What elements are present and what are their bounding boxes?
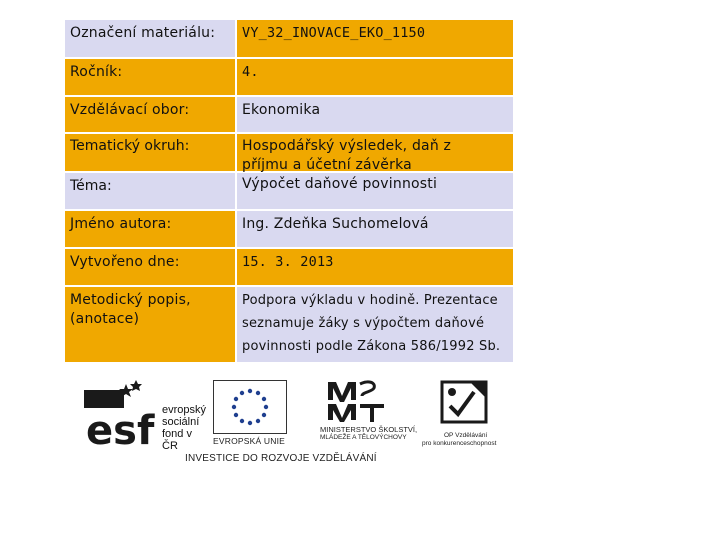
svg-text:esf: esf bbox=[86, 408, 155, 446]
op-line: pro konkurenceschopnost bbox=[422, 440, 497, 447]
value-cell: 15. 3. 2013 bbox=[237, 249, 513, 285]
value-line: seznamuje žáky s výpočtem daňové bbox=[242, 316, 485, 331]
topic-label: Tematický okruh: bbox=[70, 138, 190, 154]
label-cell: Vzdělávací obor: bbox=[65, 97, 235, 132]
esf-logo bbox=[84, 380, 209, 452]
table-row bbox=[65, 59, 513, 95]
table-row bbox=[65, 97, 513, 132]
investment-caption: INVESTICE DO ROZVOJE VZDĚLÁVÁNÍ bbox=[185, 453, 377, 464]
msmt-line: MINISTERSTVO ŠKOLSTVÍ, bbox=[320, 425, 418, 434]
eu-stars-icon bbox=[214, 381, 286, 433]
topic-value-line1: Hospodářský výsledek, daň z bbox=[242, 138, 452, 154]
eu-caption: EVROPSKÁ UNIE bbox=[213, 436, 286, 446]
op-logo bbox=[422, 380, 512, 447]
eu-logo bbox=[213, 380, 289, 444]
value-cell: VY_32_INOVACE_EKO_1150 bbox=[237, 20, 513, 57]
esf-line: sociální bbox=[162, 416, 200, 428]
label-line: (anotace) bbox=[70, 311, 140, 327]
value-line: povinnosti podle Zákona 586/1992 Sb. bbox=[242, 339, 501, 354]
table-row bbox=[65, 287, 513, 362]
esf-line: fond v ČR bbox=[162, 428, 192, 452]
table-row bbox=[65, 134, 513, 209]
label-cell: Označení materiálu: bbox=[65, 20, 235, 57]
op-line: OP Vzdělávání bbox=[444, 432, 488, 439]
table-row bbox=[65, 211, 513, 247]
theme-value: Výpočet daňové povinnosti bbox=[242, 176, 438, 192]
label-cell: Jméno autora: bbox=[65, 211, 235, 247]
label-cell bbox=[65, 287, 235, 362]
table-row bbox=[65, 20, 513, 57]
table-row bbox=[65, 249, 513, 285]
msmt-mark-icon bbox=[324, 378, 394, 422]
value-cell: Ekonomika bbox=[237, 97, 513, 132]
logo-strip bbox=[80, 378, 520, 468]
op-mark-icon bbox=[440, 380, 494, 428]
value-line: Podpora výkladu v hodině. Prezentace bbox=[242, 293, 498, 308]
msmt-line: MLÁDEŽE A TĚLOVÝCHOVY bbox=[320, 434, 407, 441]
eu-flag bbox=[213, 380, 287, 434]
label-cell: Ročník: bbox=[65, 59, 235, 95]
msmt-logo bbox=[320, 378, 420, 442]
esf-line: evropský bbox=[162, 404, 207, 416]
topic-value-line2: příjmu a účetní závěrka bbox=[242, 157, 412, 173]
label-cell: Vytvořeno dne: bbox=[65, 249, 235, 285]
value-cell: 4. bbox=[237, 59, 513, 95]
esf-mark-icon bbox=[84, 380, 162, 446]
value-cell bbox=[237, 287, 513, 362]
theme-label: Téma: bbox=[70, 178, 112, 194]
label-line: Metodický popis, bbox=[70, 292, 191, 308]
value-cell: Ing. Zdeňka Suchomelová bbox=[237, 211, 513, 247]
